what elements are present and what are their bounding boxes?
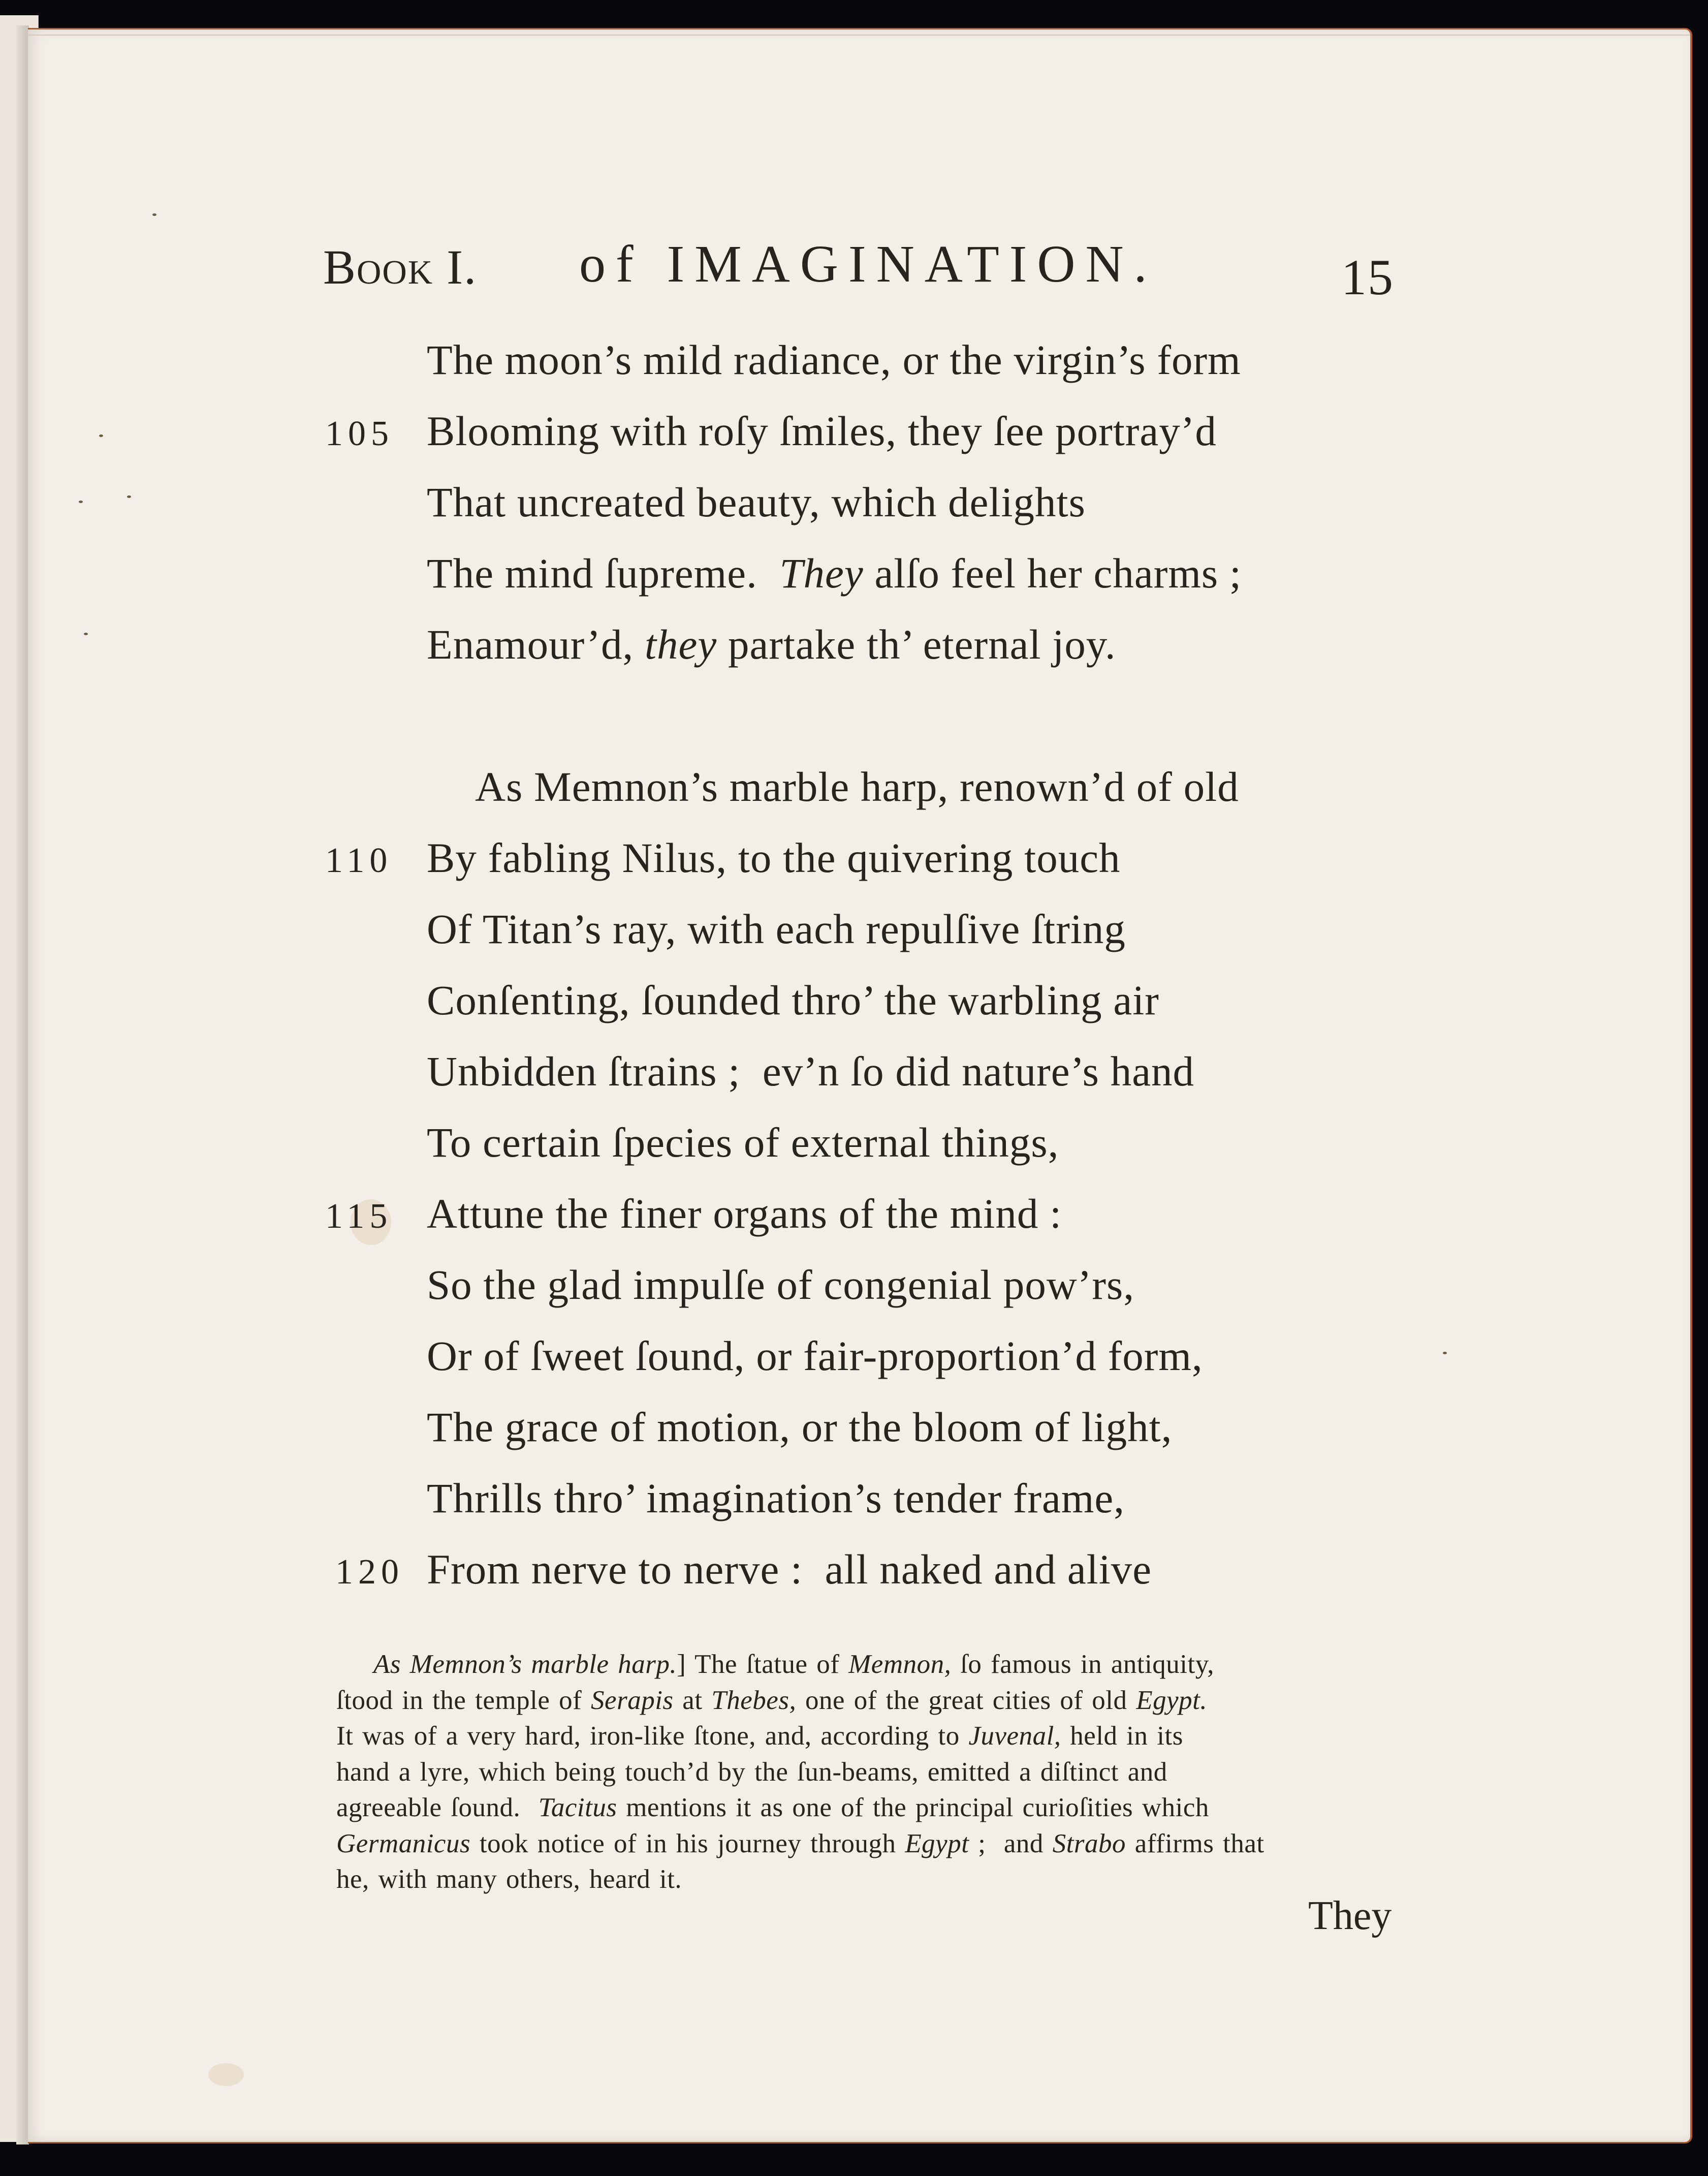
poem-line <box>427 1545 1152 1594</box>
poem-line <box>475 762 1239 811</box>
paper-speck <box>1443 1352 1447 1354</box>
footnote-italic-text: Serapis <box>591 1685 674 1715</box>
poem-text: Blooming with roſy ſmiles, they ſee portray’d <box>427 408 1217 454</box>
running-head-title: of IMAGINATION. <box>579 235 1157 293</box>
paper-speck <box>99 434 103 437</box>
poem-line <box>427 549 1242 598</box>
paper-speck <box>84 633 88 635</box>
poem-text: partake th’ eternal joy. <box>717 621 1116 668</box>
footnote-italic-text: Egypt. <box>1136 1685 1208 1715</box>
poem-text: From nerve to nerve : all naked and alive <box>427 1546 1152 1593</box>
footnote-text: ſo famous in antiquity, <box>951 1650 1215 1679</box>
poem-text: Attune the finer organs of the mind : <box>427 1190 1062 1237</box>
footnote-text: held in its <box>1061 1721 1183 1751</box>
footnote-italic-text: Memnon, <box>848 1650 952 1679</box>
running-head-book <box>323 239 477 295</box>
italic-text: they <box>644 621 717 668</box>
footnote-italic-text: Tacitus <box>538 1793 617 1822</box>
footnote-italic-text: Strabo <box>1052 1828 1126 1858</box>
poem-text: Unbidden ſtrains ; ev’n ſo did nature’s hand <box>427 1048 1195 1095</box>
italic-text: They <box>779 550 864 597</box>
foxing-stain <box>208 2063 244 2086</box>
poem-line <box>427 407 1217 455</box>
poem-line <box>427 976 1159 1024</box>
page-number: 15 <box>1341 249 1394 305</box>
footnote-italic-text: Thebes, <box>711 1685 797 1715</box>
poem-line <box>427 1118 1059 1167</box>
book-gutter <box>16 25 29 2144</box>
poem-text: By fabling Nilus, to the quivering touch <box>427 834 1121 881</box>
line-number: 110 <box>325 841 393 880</box>
footnote-italic-text: Juvenal, <box>968 1721 1061 1751</box>
footnote-italic-text: Egypt <box>905 1828 969 1858</box>
line-number: 105 <box>325 414 394 453</box>
paper-speck <box>79 501 83 503</box>
footnote-italic-text: As Memnon’s marble harp. <box>373 1650 677 1679</box>
poem-line <box>427 1260 1134 1309</box>
footnote-text: ] The ſtatue of <box>677 1650 849 1679</box>
footnote-text: mentions it as one of the principal curioſities which <box>617 1793 1209 1822</box>
poem-text: That uncreated beauty, which delights <box>427 479 1086 525</box>
poem-text: Conſenting, ſounded thro’ the warbling air <box>427 977 1159 1023</box>
poem-text: Of Titan’s ray, with each repulſive ſtring <box>427 906 1126 952</box>
footnote-text: hand a lyre, which being touch’d by the ſun-beams, emitted a diſtinct and <box>336 1757 1167 1787</box>
footnote-line <box>336 1828 1264 1859</box>
footnote-line <box>336 1757 1167 1787</box>
poem-text: The grace of motion, or the bloom of light, <box>427 1404 1173 1450</box>
poem-line <box>427 1189 1062 1238</box>
line-number: 120 <box>335 1552 404 1592</box>
poem-text: As Memnon’s marble harp, renown’d of old <box>475 763 1239 810</box>
poem-line <box>427 1047 1194 1096</box>
footnote-text: agreeable ſound. <box>336 1793 539 1822</box>
poem-line <box>427 1474 1125 1522</box>
poem-text: Thrills thro’ imagination’s tender frame, <box>427 1475 1125 1521</box>
footnote-text: at <box>673 1685 712 1715</box>
poem-line <box>427 1403 1173 1451</box>
page-top-edge <box>28 35 1690 36</box>
paper-speck <box>127 495 131 498</box>
poem-line <box>427 335 1241 384</box>
footnote-text: It was of a very hard, iron-like ſtone, and, according to <box>336 1721 969 1751</box>
poem-text: To certain ſpecies of external things, <box>427 1119 1059 1166</box>
poem-text: The mind ſupreme. <box>427 550 780 597</box>
poem-line <box>427 905 1126 953</box>
poem-text: alſo feel her charms ; <box>863 550 1242 597</box>
book-label: Book I. <box>323 240 478 294</box>
footnote-text: ſtood in the temple of <box>336 1685 591 1715</box>
line-number: 115 <box>325 1197 393 1236</box>
poem-text: The moon’s mild radiance, or the virgin’s form <box>427 336 1241 383</box>
footnote-line <box>336 1792 1209 1823</box>
poem-text: Enamour’d, <box>427 621 645 668</box>
footnote-line <box>336 1864 682 1894</box>
poem-line <box>427 833 1121 882</box>
paper-speck <box>152 213 156 216</box>
footnote-text: affirms that <box>1126 1828 1264 1858</box>
footnote-line <box>373 1649 1214 1680</box>
footnote-italic-text: Germanicus <box>336 1828 471 1858</box>
footnote-text: one of the great cities of old <box>796 1685 1136 1715</box>
catchword: They <box>1308 1893 1392 1938</box>
footnote-line <box>336 1721 1183 1751</box>
poem-text: So the glad impulſe of congenial pow’rs, <box>427 1261 1135 1308</box>
poem-line <box>427 620 1116 669</box>
poem-line <box>427 1331 1203 1380</box>
footnote-line <box>336 1685 1207 1716</box>
footnote-text: he, with many others, heard it. <box>336 1864 682 1894</box>
footnote-text: ; and <box>969 1828 1053 1858</box>
poem-line <box>427 478 1086 526</box>
poem-text: Or of ſweet ſound, or fair-proportion’d form, <box>427 1332 1203 1379</box>
footnote-text: took notice of in his journey through <box>470 1828 905 1858</box>
